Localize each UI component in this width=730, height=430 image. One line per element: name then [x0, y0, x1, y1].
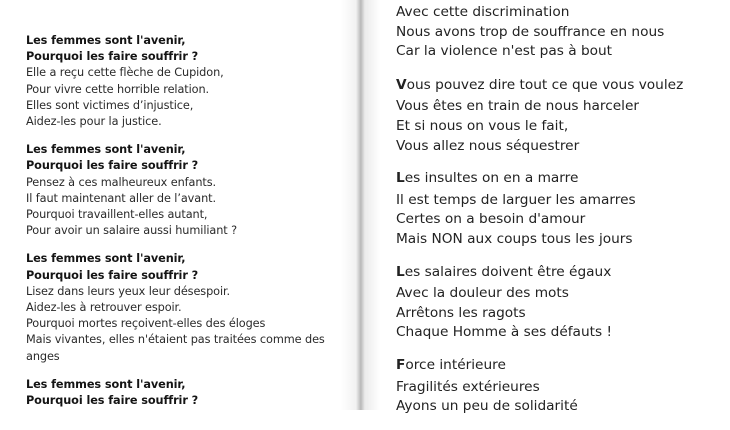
verse-line: Pourquoi travaillent-elles autant, [26, 208, 208, 222]
verse-line-rest: ous pouvez dire tout ce que vous voulez [406, 76, 684, 93]
verse-line [396, 169, 726, 189]
verse-line: Pour avoir un salaire aussi humiliant ? [26, 224, 237, 238]
verse-line: Fragilités extérieures [396, 378, 540, 395]
left-stanza-2 [26, 142, 356, 239]
verse-line: Certes on a besoin d'amour [396, 211, 586, 228]
refrain-line: Pourquoi les faire souffrir ? [26, 394, 199, 408]
left-stanza-4 [26, 377, 356, 409]
verse-line-rest: orce intérieure [405, 356, 506, 373]
refrain-line: Pourquoi les faire souffrir ? [26, 268, 199, 282]
verse-line [396, 356, 726, 376]
verse-line: Car la violence n'est pas à bout [396, 43, 613, 60]
right-stanza-2 [396, 76, 726, 156]
verse-line: Nous avons trop de souffrance en nous [396, 23, 665, 40]
drop-cap: F [396, 356, 406, 373]
refrain-line: Les femmes sont l'avenir, [26, 252, 186, 266]
verse-line: Avec la douleur des mots [396, 285, 569, 302]
right-stanza-5 [396, 356, 726, 417]
refrain-line: Les femmes sont l'avenir, [26, 34, 186, 47]
refrain-line: Pourquoi les faire souffrir ? [26, 50, 199, 64]
verse-line: Chaque Homme à ses défauts ! [396, 324, 612, 341]
verse-line: Aidez-les pour la justice. [26, 115, 162, 129]
right-poem [396, 3, 726, 430]
verse-line: Mais NON aux coups tous les jours [396, 230, 633, 247]
drop-cap: V [396, 76, 407, 93]
refrain-line: Les femmes sont l'avenir, [26, 377, 186, 391]
right-stanza-4 [396, 263, 726, 343]
right-stanza-1 [396, 3, 726, 62]
refrain-line: Pourquoi les faire souffrir ? [26, 159, 199, 173]
verse-line [396, 76, 726, 96]
verse-line: Mais vivantes, elles n'étaient pas traitées comme des anges [26, 333, 325, 363]
verse-line: Pourquoi mortes reçoivent-elles des éloges [26, 317, 266, 331]
verse-line-rest: es insultes on en a marre [404, 170, 579, 187]
drop-cap: L [396, 170, 405, 187]
verse-line: Vous allez nous séquestrer [396, 137, 580, 154]
verse-line: Pour vivre cette horrible relation. [26, 82, 210, 96]
verse-line: Ayons un peu de solidarité [396, 398, 578, 415]
left-poem [26, 33, 356, 421]
verse-line [396, 3, 726, 23]
verse-line: Vous êtes en train de nous harceler [396, 98, 640, 115]
verse-line: Elle a reçu cette flèche de Cupidon, [26, 66, 224, 80]
verse-line: Pensez à ces malheureux enfants. [26, 175, 217, 189]
verse-line: Il est temps de larguer les amarres [396, 191, 636, 208]
right-stanza-3 [396, 169, 726, 249]
verse-line-rest: es salaires doivent être égaux [404, 263, 612, 280]
drop-cap: L [396, 263, 405, 280]
refrain-line: Les femmes sont l'avenir, [26, 143, 186, 157]
verse-line: Elles sont victimes d’injustice, [26, 98, 194, 112]
verse-line: Il faut maintenant aller de l’avant. [26, 191, 216, 205]
verse-line: Et si nous on vous le fait, [396, 117, 569, 134]
verse-line: Lisez dans leurs yeux leur désespoir. [26, 284, 231, 298]
verse-line [396, 263, 726, 283]
verse-line: Arrêtons les ragots [396, 304, 526, 321]
verse-line-rest: Avec cette discrimination [396, 4, 570, 20]
verse-line: Aidez-les à retrouver espoir. [26, 301, 182, 315]
left-stanza-1 [26, 33, 356, 130]
left-stanza-3 [26, 251, 356, 364]
